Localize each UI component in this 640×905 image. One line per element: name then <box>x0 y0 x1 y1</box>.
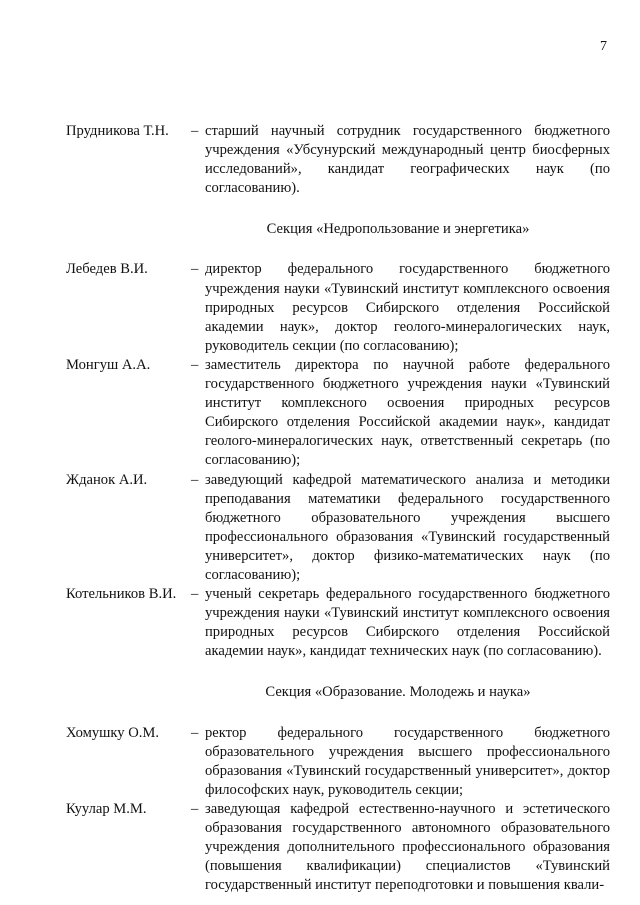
member-name: Прудникова Т.Н. <box>66 123 169 139</box>
member-entry-mongush <box>66 356 610 471</box>
dash: – <box>191 471 199 488</box>
member-description: ученый секретарь федерального государственного бюджетного учреждения науки «Тувинский институт комплексного освоения природных ресурсов Сибирского отделения Российской академии наук», кандидат технических наук (по согласованию). <box>205 586 610 660</box>
member-name: Монгуш А.А. <box>66 356 151 373</box>
dash: – <box>191 356 199 373</box>
dash: – <box>191 800 199 817</box>
member-name: Хомушку О.М. <box>66 724 160 741</box>
dash: – <box>191 724 199 741</box>
member-entry-kuular <box>66 800 610 895</box>
dash: – <box>191 586 199 603</box>
page-number: 7 <box>600 39 607 54</box>
member-description: заведующий кафедрой математического анализа и методики преподавания математики федерального государственного бюджетного образовательного учреждения высшего профессионального образования «Тувинский государственный университет», доктор физико-математических наук (по согласованию); <box>205 471 610 583</box>
member-name: Жданок А.И. <box>66 471 148 488</box>
member-description: директор федерального государственного бюджетного учреждения науки «Тувинский институт комплексного освоения природных ресурсов Сибирского отделения Российской академии наук», доктор геолого-минералогических наук, руководитель секции (по согласованию); <box>205 261 610 354</box>
member-description: старший научный сотрудник государственного бюджетного учреждения «Убсунурский международный центр биосферных исследований», кандидат географических наук (по согласованию). <box>205 123 610 197</box>
document-body <box>66 122 610 895</box>
dash: – <box>191 123 199 139</box>
dash: – <box>191 261 199 278</box>
member-name: Куулар М.М. <box>66 800 147 817</box>
member-description: ректор федерального государственного бюджетного образовательного учреждения высшего профессионального образования «Тувинский государственный университет», доктор философских наук, руководитель секции; <box>205 724 610 798</box>
member-name: Лебедев В.И. <box>66 261 148 278</box>
member-entry-lebedev <box>66 260 610 355</box>
member-entry-prudnikova <box>66 122 610 198</box>
member-entry-zhdanok <box>66 471 610 586</box>
member-name: Котельников В.И. <box>66 586 177 603</box>
member-entry-kotelnikov <box>66 585 610 661</box>
section-heading-obrazovanie: Секция «Образование. Молодежь и наука» <box>265 684 531 701</box>
member-description: заместитель директора по научной работе федерального государственного бюджетного учреждения науки «Тувинский институт комплексного освоения природных ресурсов Сибирского отделения Российской академии наук», кандидат геолого-минералогических наук, ответственный секретарь (по согласованию); <box>205 356 610 469</box>
member-description: заведующая кафедрой естественно-научного и эстетического образования государственного автономного образовательного учреждения дополнительного профессионального образования (повышения квалификации) специалистов «Тувинский государственный институт переподготовки и повышения квали- <box>205 800 610 894</box>
section-heading-nedropolzovanie: Секция «Недропользование и энергетика» <box>266 221 530 238</box>
member-entry-khomushku <box>66 724 610 800</box>
